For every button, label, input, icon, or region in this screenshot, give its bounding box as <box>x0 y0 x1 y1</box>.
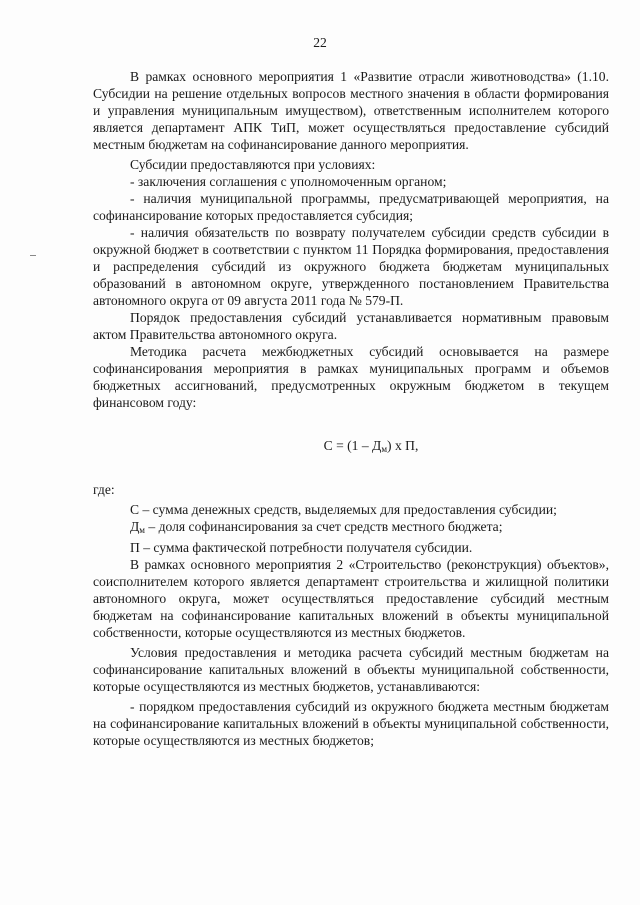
definition-dm-text: – доля софинансирования за счет средств местного бюджета; <box>144 519 503 534</box>
definition-p: П – сумма фактической потребности получателя субсидии. <box>130 540 473 555</box>
margin-mark <box>30 255 36 256</box>
definition-c: С – сумма денежных средств, выделяемых для предоставления субсидии; <box>130 502 557 517</box>
condition-item-agreement: - заключения соглашения с уполномоченным органом; <box>130 174 447 189</box>
definition-dm-prefix: Д <box>130 519 140 534</box>
page-number: 22 <box>313 35 327 50</box>
paragraph-measure-2: В рамках основного мероприятия 2 «Строительство (реконструкция) объектов», соисполнителем которого является департамент строительства и жилищной политики автономного округа, может осуществляться предоставление субсидий местным бюджетам на софинансирование капитальных вложений в объекты муниципальной собственности, которые осуществляются из местных бюджетов. <box>93 557 609 640</box>
document-body <box>93 68 609 749</box>
paragraph-procedure-item: - порядком предоставления субсидий из окружного бюджета местным бюджетам на софинансирование капитальных вложений в объекты муниципальной собственности, которые осуществляются из местных бюджетов; <box>93 699 609 748</box>
definition-dm-subscript: м <box>139 525 145 535</box>
formula-subscript: м <box>381 444 388 454</box>
paragraph-conditions-methodology: Условия предоставления и методика расчета субсидий местным бюджетам на софинансирование капитальных вложений в объекты муниципальной собственности, которые осуществляются из местных бюджетов, устанавливаются: <box>93 645 609 694</box>
paragraph-methodology: Методика расчета межбюджетных субсидий основывается на размере софинансирования мероприятия в рамках муниципальных программ и объемов бюджетных ассигнований, предусмотренных окружным бюджетом в текущем финансовом году: <box>93 344 609 410</box>
formula-suffix: ) х П, <box>387 438 419 453</box>
paragraph-measure-1: В рамках основного мероприятия 1 «Развитие отрасли животноводства» (1.10. Субсидии на решение отдельных вопросов местного значения в области формирования и управления муниципальным имуществом), ответственным исполнителем которого является департамент АПК ТиП, может осуществляться предоставление субсидий местным бюджетам на софинансирование данного мероприятия. <box>93 69 609 152</box>
where-label: где: <box>93 482 115 497</box>
formula-prefix: С = (1 – Д <box>323 438 382 453</box>
formula <box>93 437 609 458</box>
condition-item-program: - наличия муниципальной программы, предусматривающей мероприятия, на софинансирование которых предоставляется субсидия; <box>93 191 609 223</box>
paragraph-conditions-intro: Субсидии предоставляются при условиях: <box>130 157 376 172</box>
condition-item-obligations: - наличия обязательств по возврату получателем субсидии средств субсидии в окружной бюджет в соответствии с пунктом 11 Порядка формирования, предоставления и распределения субсидий из окружного бюджета бюджетам муниципальных образований в автономном округе, утвержденного постановлением Правительства автономного округа от 09 августа 2011 года № 579-П. <box>93 225 609 308</box>
paragraph-procedure: Порядок предоставления субсидий устанавливается нормативным правовым актом Правительства автономного округа. <box>93 310 609 342</box>
definition-dm <box>93 518 609 539</box>
